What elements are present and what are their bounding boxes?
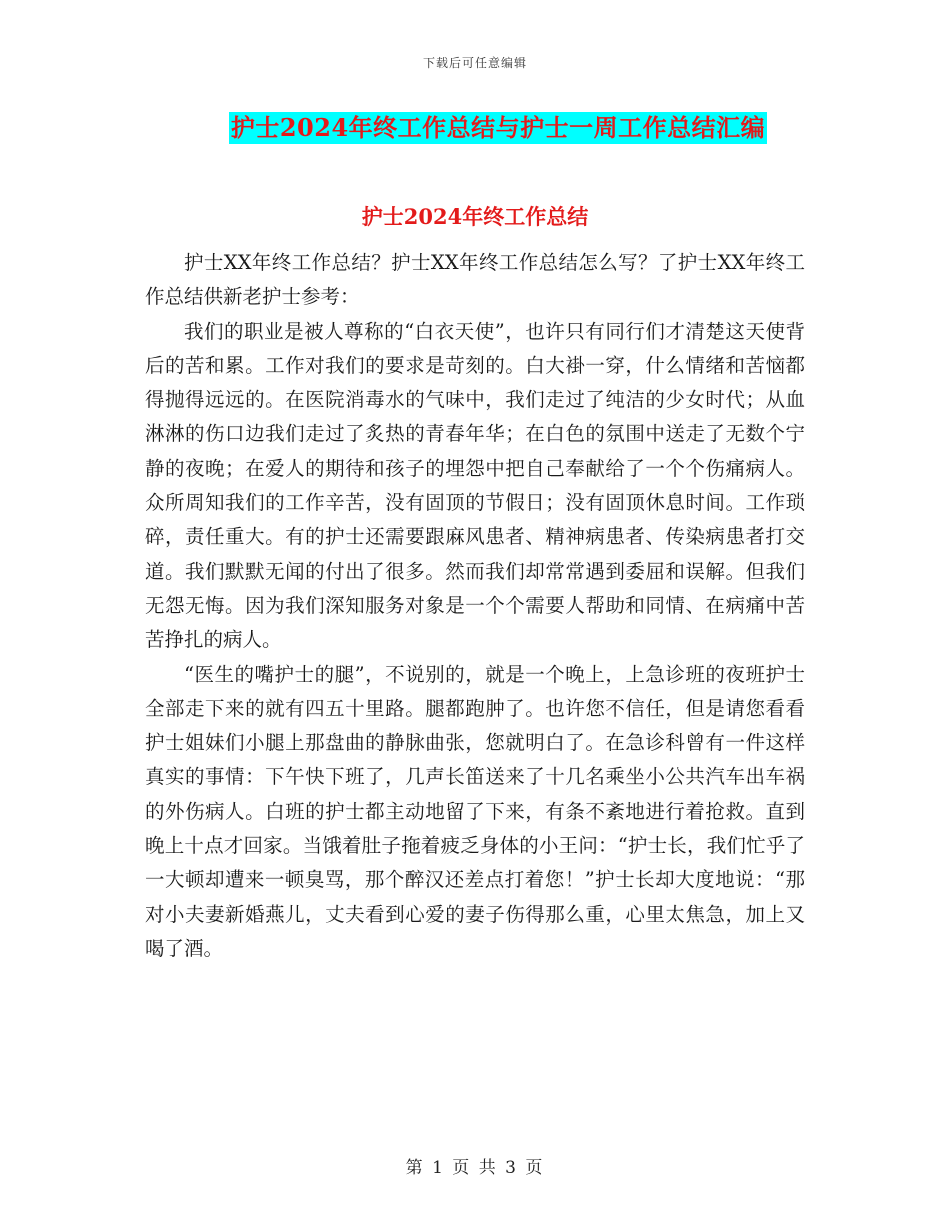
header-note: 下载后可任意编辑 [422, 56, 527, 70]
page-indicator: 第 1 页 共 3 页 [405, 1158, 545, 1178]
paragraph-profession: 我们的职业是被人尊称的“白衣天使”，也许只有同行们才清楚这天使背后的苦和累。工作对我们的要求是苛刻的。白大褂一穿，什么情绪和苦恼都得抛得远远的。在医院消毒水的气味中，我们走过了纯洁的少女时代；从血淋淋的伤口边我们走过了炙热的青春年华；在白色的氛围中送走了无数个宁静的夜晚；在爱人的期待和孩子的埋怨中把自己奉献给了一个个伤痛病人。众所周知我们的工作辛苦，没有固顶的节假日；没有固顶休息时间。工作琐碎，责任重大。有的护士还需要跟麻风患者、精神病患者、传染病患者打交道。我们默默无闻的付出了很多。然而我们却常常遇到委屈和误解。但我们无怨无悔。因为我们深知服务对象是一个个需要人帮助和同情、在病痛中苦苦挣扎的病人。 [145, 319, 805, 652]
paragraph-emergency: “医生的嘴护士的腿”，不说别的，就是一个晚上，上急诊班的夜班护士全部走下来的就有四五十里路。腿都跑肿了。也许您不信任，但是请您看看护士姐妹们小腿上那盘曲的静脉曲张，您就明白了。在急诊科曾有一件这样真实的事情：下午快下班了，几声长笛送来了十几名乘坐小公共汽车出车祸的外伤病人。白班的护士都主动地留了下来，有条不紊地进行着抢救。直到晚上十点才回家。当饿着肚子拖着疲乏身体的小王问：“护士长，我们忙乎了一大顿却遭来一顿臭骂，那个醉汉还差点打着您！”护士长却大度地说：“那对小夫妻新婚燕儿，丈夫看到心爱的妻子伤得那么重，心里太焦急，加上又喝了酒。 [145, 662, 805, 960]
document-body [145, 246, 805, 966]
main-title: 护士2024年终工作总结与护士一周工作总结汇编 [230, 113, 766, 142]
section-title: 护士2024年终工作总结 [361, 204, 589, 229]
paragraph-intro: 护士XX年终工作总结？护士XX年终工作总结怎么写？了护士XX年终工作总结供新老护士参考： [145, 251, 805, 309]
main-title-container [0, 112, 950, 144]
